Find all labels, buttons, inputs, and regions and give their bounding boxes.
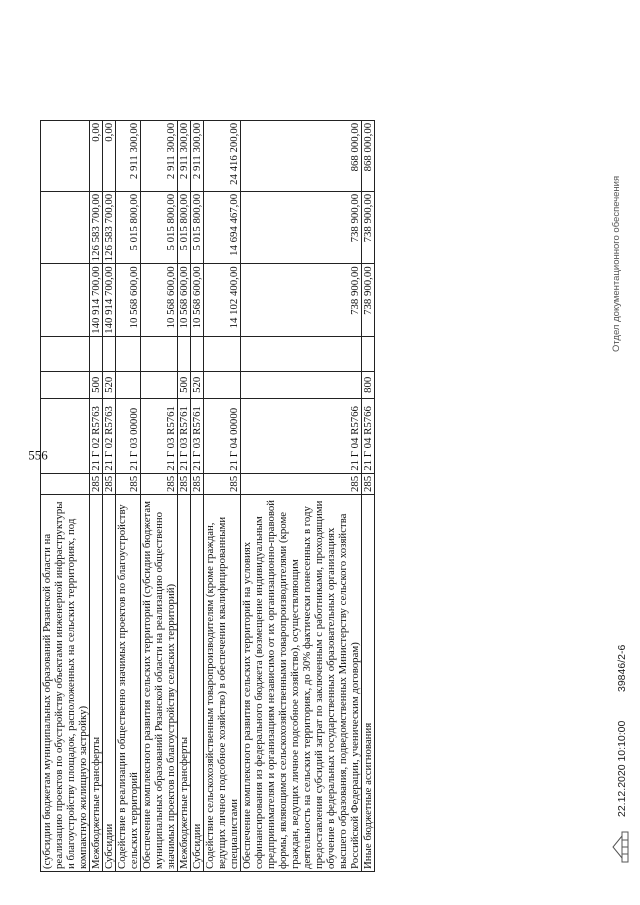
row-value-1: 140 914 700,00 — [103, 264, 116, 336]
row-name: Обеспечение комплексного развития сельских территорий на условиях софинансирования из федерального бюджета (возмещение индивидуальным предпринимателям и организациям независимо от их организационно-правовой формы, являющимся сельскохозяйственными товаропроизводителями (кроме граждан, ведущих личное подсобное хозяйство), осуществляющим деятельность на сельских территориях, до 30% фактически понесенных в году предоставления субсидий затрат по заключенным с работниками, проходящими обучение в федеральных государственных образовательных организациях высшего образования, подведомственных Министерству сельского хозяйства Российской Федерации, ученическим договорам) — [241, 495, 362, 872]
footer-office: Отдел документационного обеспечения — [611, 175, 622, 352]
empty-cell — [103, 336, 116, 371]
row-gr: 285 — [204, 473, 241, 494]
row-value-2: 126 583 700,00 — [90, 191, 103, 263]
row-value-2: 5 015 800,00 — [141, 191, 178, 263]
row-value-1: 738 900,00 — [241, 264, 362, 336]
row-name: Субсидии — [103, 495, 116, 872]
row-code: 21 Г 02 R5763 — [103, 398, 116, 473]
row-value-2: 14 694 467,00 — [204, 191, 241, 263]
row-gr: 285 — [141, 473, 178, 494]
table-row — [116, 120, 141, 871]
row-vr: 520 — [191, 371, 204, 398]
row-value-2: 5 015 800,00 — [178, 191, 191, 263]
row-value-2: 126 583 700,00 — [103, 191, 116, 263]
row-value-1: 10 568 600,00 — [178, 264, 191, 336]
row-value-2: 738 900,00 — [362, 191, 375, 263]
empty-cell — [116, 336, 141, 371]
row-name: Межбюджетные трансферты — [178, 495, 191, 872]
row-name: Иные бюджетные ассигнования — [362, 495, 375, 872]
row-code: 21 Г 03 R5761 — [141, 398, 178, 473]
empty-cell — [178, 336, 191, 371]
row-value-2: 738 900,00 — [241, 191, 362, 263]
page-number: 556 — [28, 447, 48, 463]
table-row — [41, 120, 90, 871]
row-value-1: 10 568 600,00 — [116, 264, 141, 336]
row-code — [41, 398, 90, 473]
empty-cell — [241, 336, 362, 371]
row-vr: 800 — [362, 371, 375, 398]
row-value-3 — [41, 120, 90, 191]
row-gr: 285 — [191, 473, 204, 494]
row-value-3: 2 911 300,00 — [178, 120, 191, 191]
row-value-1: 10 568 600,00 — [141, 264, 178, 336]
row-code: 21 Г 04 R5766 — [362, 398, 375, 473]
row-name: Содействие сельскохозяйственным товаропроизводителям (кроме граждан, ведущих личное подсобное хозяйство) в обеспечении квалифицированными специалистами — [204, 495, 241, 872]
row-code: 21 Г 04 00000 — [204, 398, 241, 473]
row-value-1: 140 914 700,00 — [90, 264, 103, 336]
row-value-1: 14 102 400,00 — [204, 264, 241, 336]
empty-cell — [191, 336, 204, 371]
row-gr: 285 — [90, 473, 103, 494]
row-gr: 285 — [362, 473, 375, 494]
row-vr — [204, 371, 241, 398]
row-value-1: 738 900,00 — [362, 264, 375, 336]
row-gr: 285 — [103, 473, 116, 494]
empty-cell — [362, 336, 375, 371]
table-row — [90, 120, 103, 871]
table-row — [191, 120, 204, 871]
row-code: 21 Г 02 R5763 — [90, 398, 103, 473]
row-vr — [241, 371, 362, 398]
row-value-3: 24 416 200,00 — [204, 120, 241, 191]
row-value-3: 868 000,00 — [241, 120, 362, 191]
empty-cell — [204, 336, 241, 371]
row-vr — [141, 371, 178, 398]
row-value-1: 10 568 600,00 — [191, 264, 204, 336]
table-row — [204, 120, 241, 871]
row-value-2 — [41, 191, 90, 263]
table-row — [241, 120, 362, 871]
row-value-3: 2 911 300,00 — [141, 120, 178, 191]
row-name: Субсидии — [191, 495, 204, 872]
row-vr: 500 — [178, 371, 191, 398]
row-vr: 500 — [90, 371, 103, 398]
row-vr: 520 — [103, 371, 116, 398]
row-gr: 285 — [116, 473, 141, 494]
footer-date: 22.12.2020 10:10:00 — [616, 720, 628, 817]
row-code: 21 Г 03 R5761 — [178, 398, 191, 473]
row-value-3: 868 000,00 — [362, 120, 375, 191]
footer — [610, 32, 634, 872]
footer-code: 39846/2-6 — [616, 644, 628, 692]
table-row — [103, 120, 116, 871]
empty-cell — [141, 336, 178, 371]
row-code: 21 Г 04 R5766 — [241, 398, 362, 473]
row-value-3: 0,00 — [103, 120, 116, 191]
row-gr: 285 — [241, 473, 362, 494]
table-row — [178, 120, 191, 871]
row-value-3: 0,00 — [90, 120, 103, 191]
row-value-2: 5 015 800,00 — [191, 191, 204, 263]
row-code: 21 Г 03 R5761 — [191, 398, 204, 473]
row-value-3: 2 911 300,00 — [191, 120, 204, 191]
row-code: 21 Г 03 00000 — [116, 398, 141, 473]
empty-cell — [90, 336, 103, 371]
row-vr — [116, 371, 141, 398]
row-value-2: 5 015 800,00 — [116, 191, 141, 263]
row-value-3: 2 911 300,00 — [116, 120, 141, 191]
row-name: Содействие в реализации общественно значимых проектов по благоустройству сельских территорий — [116, 495, 141, 872]
table-row — [141, 120, 178, 871]
row-name: Обеспечение комплексного развития сельских территорий (субсидии бюджетам муниципальных образований Рязанской области на реализацию общественно значимых проектов по благоустройству сельских территорий) — [141, 495, 178, 872]
row-value-1 — [41, 264, 90, 336]
empty-cell — [41, 336, 90, 371]
row-name: Межбюджетные трансферты — [90, 495, 103, 872]
row-vr — [41, 371, 90, 398]
row-gr — [41, 473, 90, 494]
row-gr: 285 — [178, 473, 191, 494]
row-name: (субсидии бюджетам муниципальных образований Рязанской области на реализацию проектов по обустройству объектами инженерной инфраструктуры и благоустройству площадок, расположенных на сельских территориях, под компактную жилищную застройку) — [41, 495, 90, 872]
office-stamp-icon — [610, 830, 630, 864]
budget-table — [40, 120, 375, 872]
table-row — [362, 120, 375, 871]
